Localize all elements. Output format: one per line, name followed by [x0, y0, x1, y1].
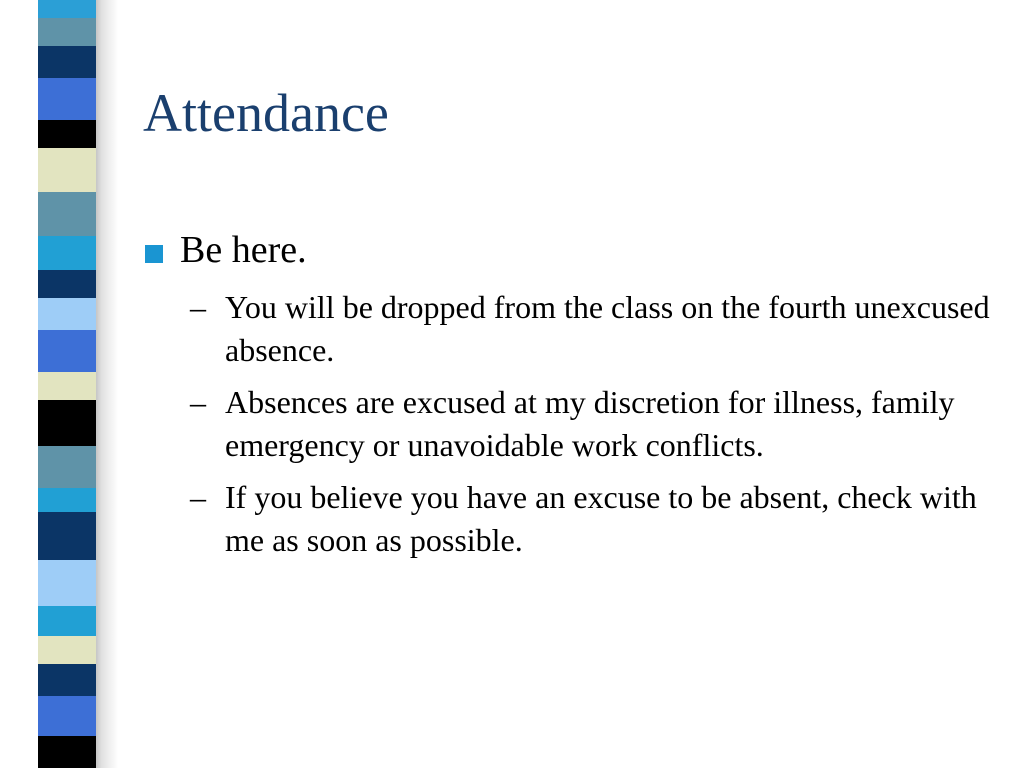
strip-band	[38, 696, 96, 736]
strip-band	[38, 636, 96, 664]
strip-band	[38, 400, 96, 446]
strip-band	[38, 18, 96, 46]
strip-band	[38, 270, 96, 298]
dash-bullet-icon: –	[190, 479, 206, 515]
sub-bullet-item	[190, 381, 990, 467]
strip-band	[38, 298, 96, 330]
bullet-text: Be here.	[180, 229, 307, 271]
strip-band	[38, 78, 96, 120]
strip-band	[38, 120, 96, 148]
sub-bullet-item	[190, 476, 990, 562]
square-bullet-icon	[145, 245, 163, 263]
strip-band	[38, 736, 96, 768]
strip-band	[38, 560, 96, 606]
strip-band	[38, 446, 96, 488]
sub-bullet-text: If you believe you have an excuse to be absent, check with me as soon as possible.	[225, 479, 977, 558]
sub-bullet-item	[190, 286, 990, 372]
strip-band	[38, 330, 96, 372]
slide-title: Attendance	[143, 83, 389, 143]
strip-band	[38, 236, 96, 270]
strip-band	[38, 606, 96, 636]
sub-bullet-text: Absences are excused at my discretion for illness, family emergency or unavoidable work conflicts.	[225, 384, 955, 463]
decorative-strip	[38, 0, 96, 768]
strip-band	[38, 148, 96, 192]
strip-band	[38, 372, 96, 400]
dash-bullet-icon: –	[190, 289, 206, 325]
strip-band	[38, 512, 96, 560]
sub-bullet-list	[190, 286, 990, 571]
strip-band	[38, 46, 96, 78]
strip-band	[38, 664, 96, 696]
strip-band	[38, 192, 96, 236]
dash-bullet-icon: –	[190, 384, 206, 420]
strip-band	[38, 488, 96, 512]
sub-bullet-text: You will be dropped from the class on the fourth unexcused absence.	[225, 289, 990, 368]
strip-band	[38, 0, 96, 18]
